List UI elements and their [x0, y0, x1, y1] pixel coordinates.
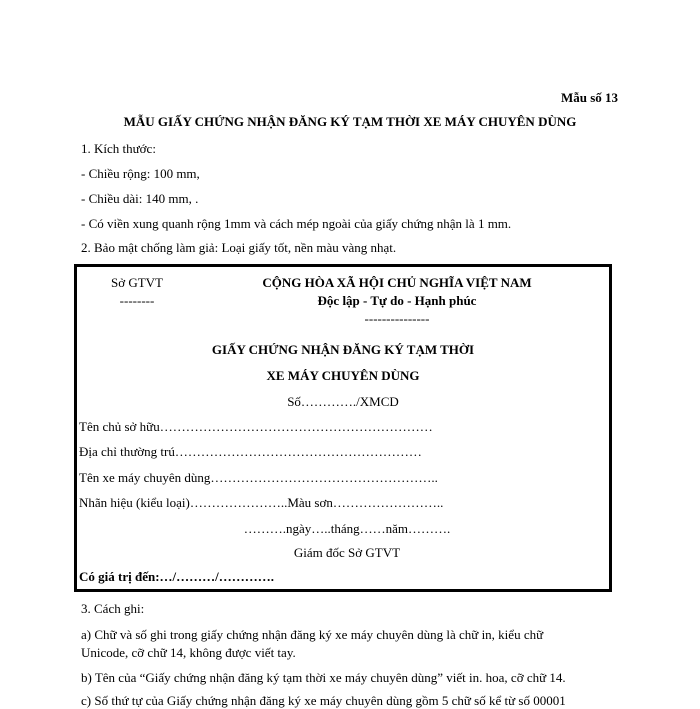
certificate-frame [74, 264, 612, 592]
signer-title: Giám đốc Sở GTVT [293, 545, 401, 560]
certificate-number: Số…………./XMCD [287, 394, 399, 409]
spec-border: - Có viền xung quanh rộng 1mm và cách mép ngoài của giấy chứng nhận là 1 mm. [81, 216, 512, 231]
instructions-heading: 3. Cách ghi: [81, 601, 145, 616]
instruction-b: b) Tên của “Giấy chứng nhận đăng ký tạm thời xe máy chuyên dùng” viết in. hoa, cỡ chữ 14. [81, 670, 566, 685]
spec-security: 2. Bảo mật chống làm giả: Loại giấy tốt, nền màu vàng nhạt. [81, 240, 397, 255]
spec-length: - Chiều dài: 140 mm, . [81, 191, 199, 206]
nation-name: CỘNG HÒA XÃ HỘI CHỦ NGHĨA VIỆT NAM [262, 275, 532, 290]
valid-until-field: Có giá trị đến:…/………/…………. [79, 569, 274, 584]
machine-name-field: Tên xe máy chuyên dùng…………………………………………….. [79, 470, 438, 485]
form-number-label: Mẫu số 13 [560, 90, 618, 105]
agency-underline: -------- [119, 293, 155, 308]
certificate-title-line1: GIẤY CHỨNG NHẬN ĐĂNG KÝ TẠM THỜI [211, 342, 475, 357]
agency-name: Sở GTVT [110, 275, 163, 290]
brand-color-field: Nhãn hiệu (kiểu loại)…………………..Màu sơn…………………….. [79, 495, 444, 510]
motto-underline: --------------- [364, 311, 430, 326]
instruction-a-line1: a) Chữ và số ghi trong giấy chứng nhận đăng ký xe máy chuyên dùng là chữ in, kiểu chữ [81, 627, 544, 642]
address-field: Địa chỉ thường trú………………………………………………… [79, 444, 422, 459]
owner-field: Tên chủ sở hữu……………………………………………………… [79, 419, 433, 434]
instruction-c: c) Số thứ tự của Giấy chứng nhận đăng ký xe máy chuyên dùng gồm 5 chữ số kể từ số 00001 [81, 693, 566, 708]
issue-date-field: ……….ngày…..tháng……năm………. [243, 521, 451, 536]
document-title: MẪU GIẤY CHỨNG NHẬN ĐĂNG KÝ TẠM THỜI XE MÁY CHUYÊN DÙNG [123, 114, 577, 129]
instruction-a-line2: Unicode, cỡ chữ 14, không được viết tay. [81, 645, 296, 660]
spec-heading: 1. Kích thước: [81, 141, 156, 156]
motto: Độc lập - Tự do - Hạnh phúc [317, 293, 477, 308]
spec-width: - Chiều rộng: 100 mm, [81, 166, 200, 181]
certificate-title-line2: XE MÁY CHUYÊN DÙNG [266, 368, 420, 383]
